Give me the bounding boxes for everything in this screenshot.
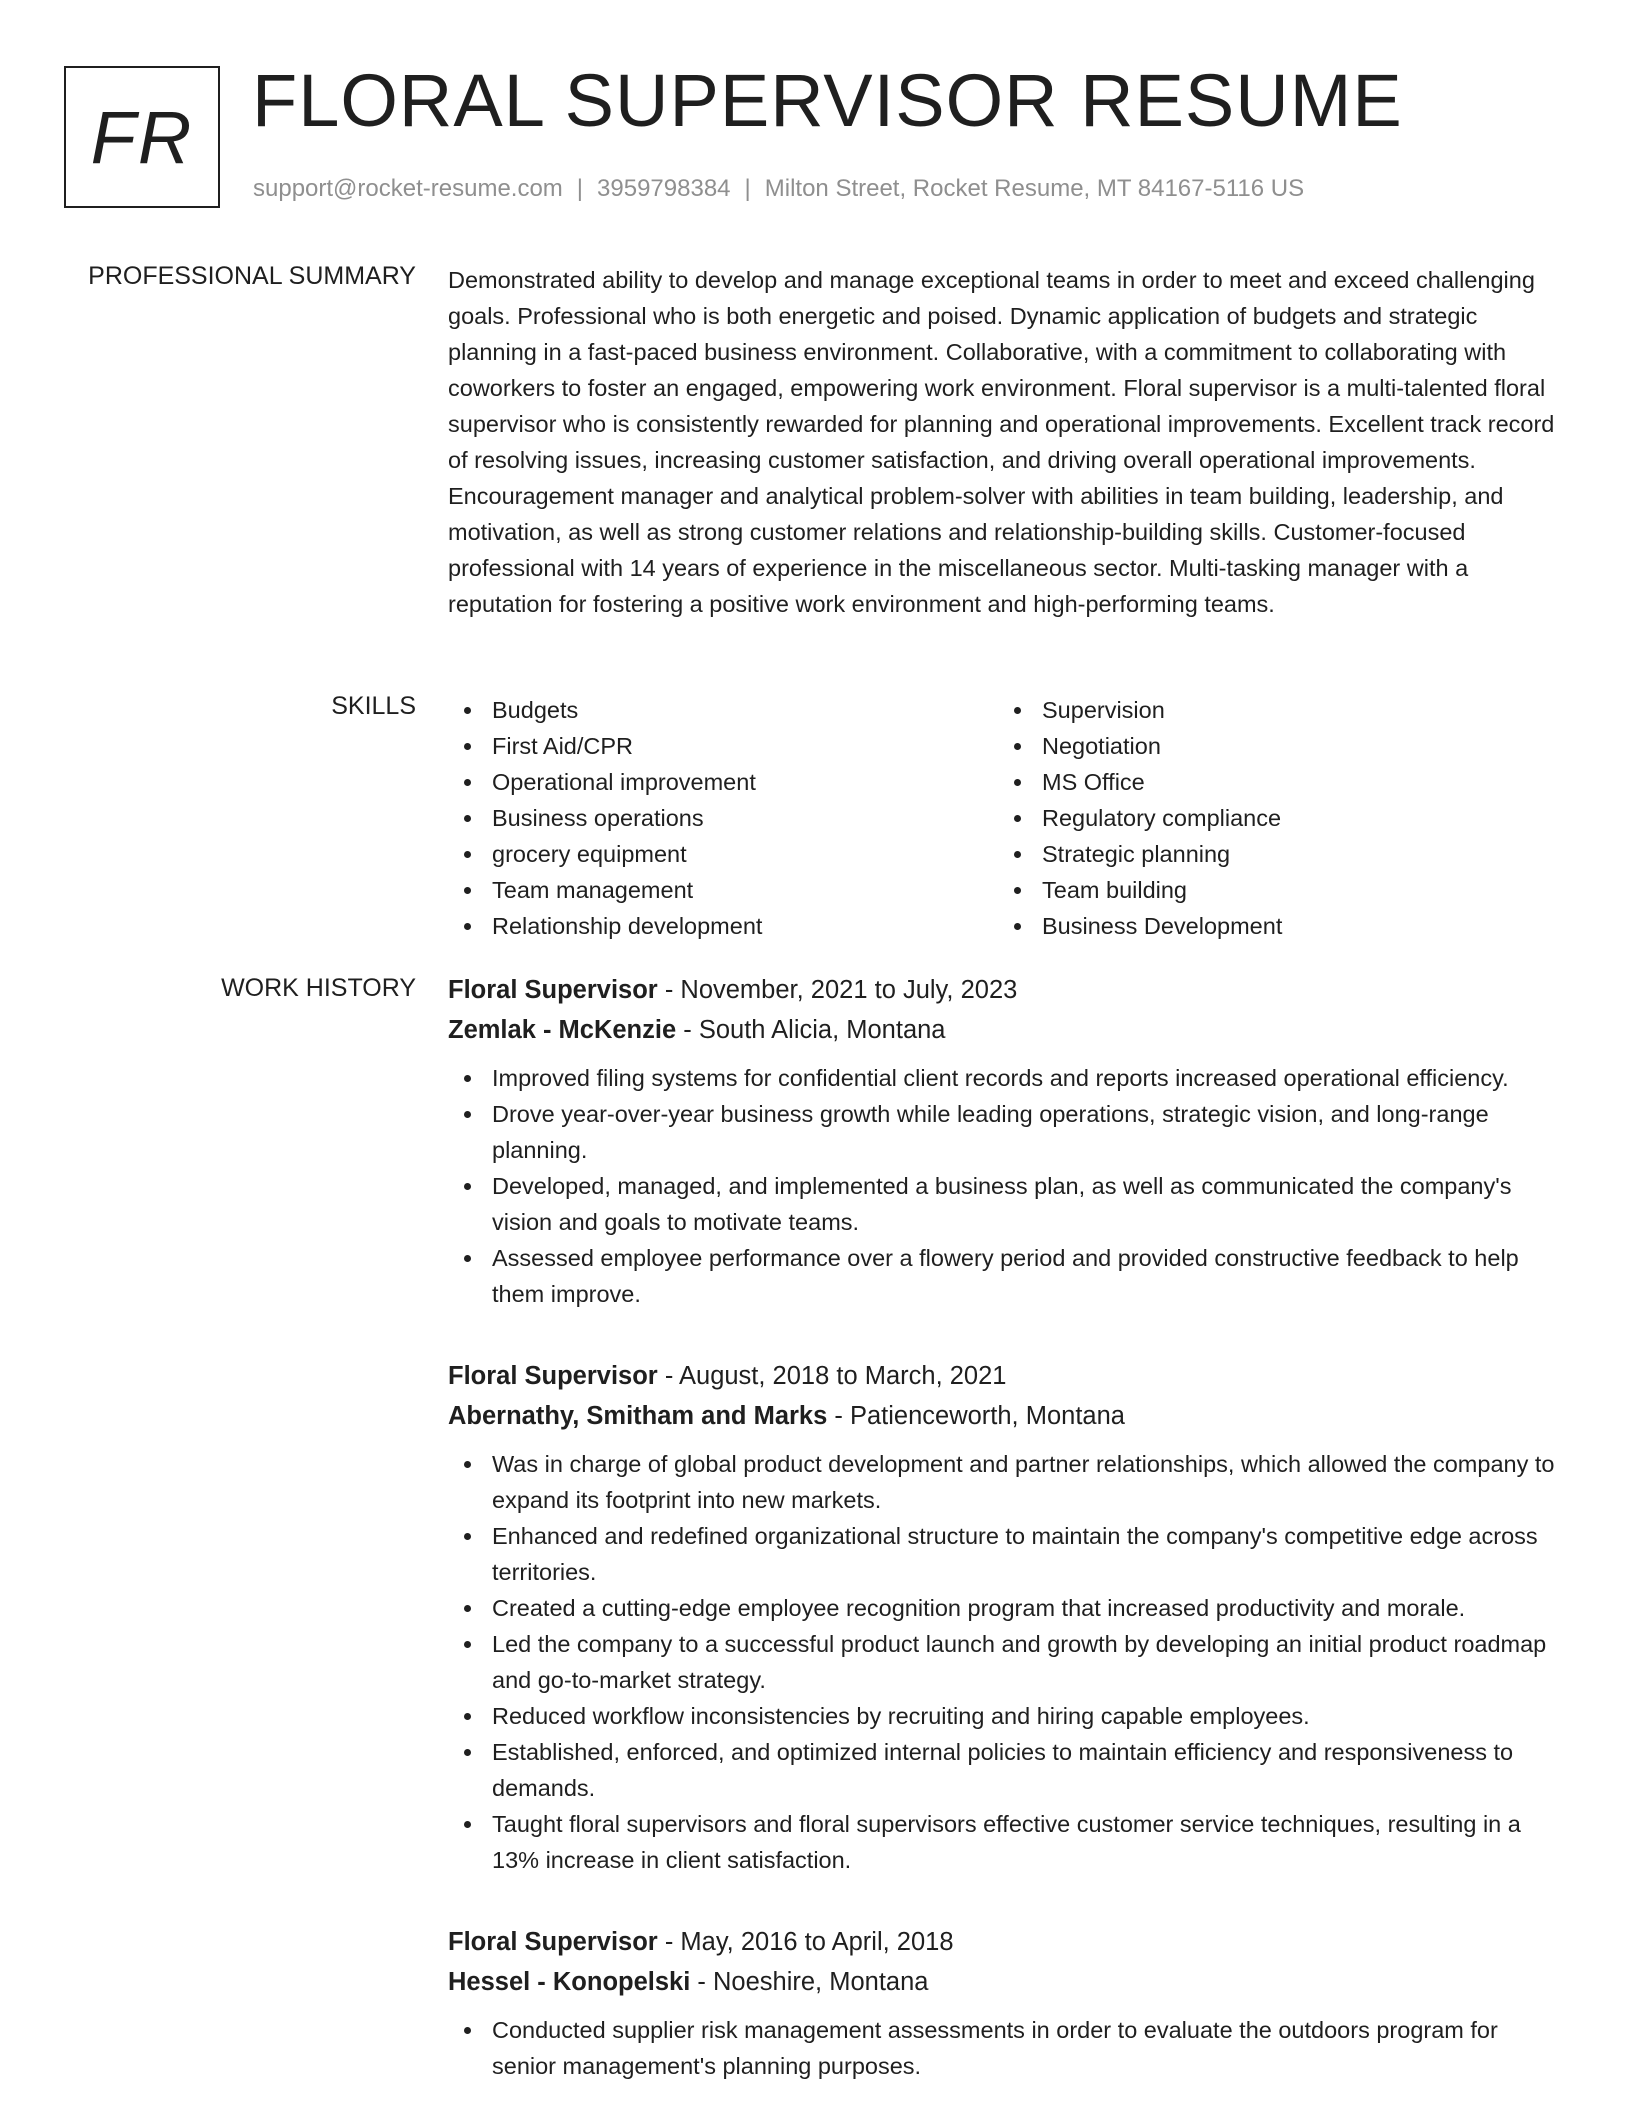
skills-column-left [448, 692, 998, 944]
job-location: - Noeshire, Montana [697, 1968, 929, 1996]
job-bullets [448, 1060, 1560, 1312]
skill-item: Strategic planning [998, 836, 1548, 872]
job-title-line [448, 1356, 1560, 1396]
job-company-line [448, 1962, 1560, 2002]
skill-item: Business Development [998, 908, 1548, 944]
job-company-line [448, 1396, 1560, 1436]
job-company-line [448, 1010, 1560, 1050]
job-company: Abernathy, Smitham and Marks [448, 1402, 828, 1430]
monogram-badge: FR [64, 66, 220, 208]
job-bullet: Assessed employee performance over a flowery period and provided constructive feedback to help them improve. [448, 1240, 1560, 1312]
skill-item: MS Office [998, 764, 1548, 800]
skills-column-right [998, 692, 1548, 944]
job-location: - Patienceworth, Montana [834, 1402, 1125, 1430]
contact-separator: | [576, 175, 584, 202]
job-bullet: Conducted supplier risk management assessments in order to evaluate the outdoors program for senior management's planning purposes. [448, 2012, 1560, 2084]
job-dates: - August, 2018 to March, 2021 [664, 1362, 1007, 1390]
skill-item: Budgets [448, 692, 998, 728]
contact-phone: 3959798384 [597, 175, 731, 202]
skill-item: First Aid/CPR [448, 728, 998, 764]
work-history-body [448, 970, 1560, 2084]
job-bullet: Established, enforced, and optimized internal policies to maintain efficiency and responsiveness to demands. [448, 1734, 1560, 1806]
summary-heading: PROFESSIONAL SUMMARY [88, 262, 416, 290]
job-bullets [448, 1446, 1560, 1878]
job-location: - South Alicia, Montana [683, 1016, 946, 1044]
contact-address: Milton Street, Rocket Resume, MT 84167-5116 US [764, 175, 1305, 202]
skill-item: grocery equipment [448, 836, 998, 872]
skill-item: Business operations [448, 800, 998, 836]
job-title: Floral Supervisor [448, 1362, 658, 1390]
job-bullets [448, 2012, 1560, 2084]
job-bullet: Enhanced and redefined organizational structure to maintain the company's competitive edge across territories. [448, 1518, 1560, 1590]
job-bullet: Developed, managed, and implemented a business plan, as well as communicated the company's vision and goals to motivate teams. [448, 1168, 1560, 1240]
skill-item: Relationship development [448, 908, 998, 944]
skill-item: Team management [448, 872, 998, 908]
contact-separator: | [744, 175, 751, 202]
job-company: Hessel - Konopelski [448, 1968, 691, 1996]
skills-heading: SKILLS [331, 692, 416, 720]
contact-email: support@rocket-resume.com [253, 175, 563, 202]
summary-body [448, 262, 1560, 622]
job-title: Floral Supervisor [448, 1928, 658, 1956]
job-bullet: Reduced workflow inconsistencies by recruiting and hiring capable employees. [448, 1698, 1560, 1734]
job-entry [448, 970, 1560, 1312]
skill-item: Supervision [998, 692, 1548, 728]
job-entry [448, 1356, 1560, 1878]
job-bullet: Created a cutting-edge employee recognition program that increased productivity and morale. [448, 1590, 1560, 1626]
job-bullet: Taught floral supervisors and floral supervisors effective customer service techniques, resulting in a 13% increase in client satisfaction. [448, 1806, 1560, 1878]
job-title-line [448, 1922, 1560, 1962]
job-title-line [448, 970, 1560, 1010]
job-dates: - May, 2016 to April, 2018 [664, 1928, 954, 1956]
skills-body [448, 692, 1560, 944]
job-dates: - November, 2021 to July, 2023 [664, 976, 1018, 1004]
job-bullet: Improved filing systems for confidential client records and reports increased operational efficiency. [448, 1060, 1560, 1096]
skill-item: Negotiation [998, 728, 1548, 764]
job-bullet: Led the company to a successful product launch and growth by developing an initial product roadmap and go-to-market strategy. [448, 1626, 1560, 1698]
work-history-heading: WORK HISTORY [221, 974, 416, 1002]
summary-text: Demonstrated ability to develop and manage exceptional teams in order to meet and exceed challenging goals. Professional who is both energetic and poised. Dynamic application of budgets and strategic planning in a fast-paced business environment. Collaborative, with a commitment to collaborating with coworkers to foster an engaged, empowering work environment. Floral supervisor is a multi-talented floral supervisor who is consistently rewarded for planning and operational improvements. Excellent track record of resolving issues, increasing customer satisfaction, and driving overall operational improvements. Encouragement manager and analytical problem-solver with abilities in team building, leadership, and motivation, as well as strong customer relations and relationship-building skills. Customer-focused professional with 14 years of experience in the miscellaneous sector. Multi-tasking manager with a reputation for fostering a positive work environment and high-performing teams. [448, 267, 1555, 617]
job-company: Zemlak - McKenzie [448, 1016, 677, 1044]
skill-item: Team building [998, 872, 1548, 908]
contact-line [253, 175, 1304, 203]
job-bullet: Was in charge of global product development and partner relationships, which allowed the company to expand its footprint into new markets. [448, 1446, 1560, 1518]
job-bullet: Drove year-over-year business growth while leading operations, strategic vision, and long-range planning. [448, 1096, 1560, 1168]
resume-title: FLORAL SUPERVISOR RESUME [252, 59, 1403, 142]
skill-item: Operational improvement [448, 764, 998, 800]
job-title: Floral Supervisor [448, 976, 658, 1004]
job-entry [448, 1922, 1560, 2084]
skill-item: Regulatory compliance [998, 800, 1548, 836]
